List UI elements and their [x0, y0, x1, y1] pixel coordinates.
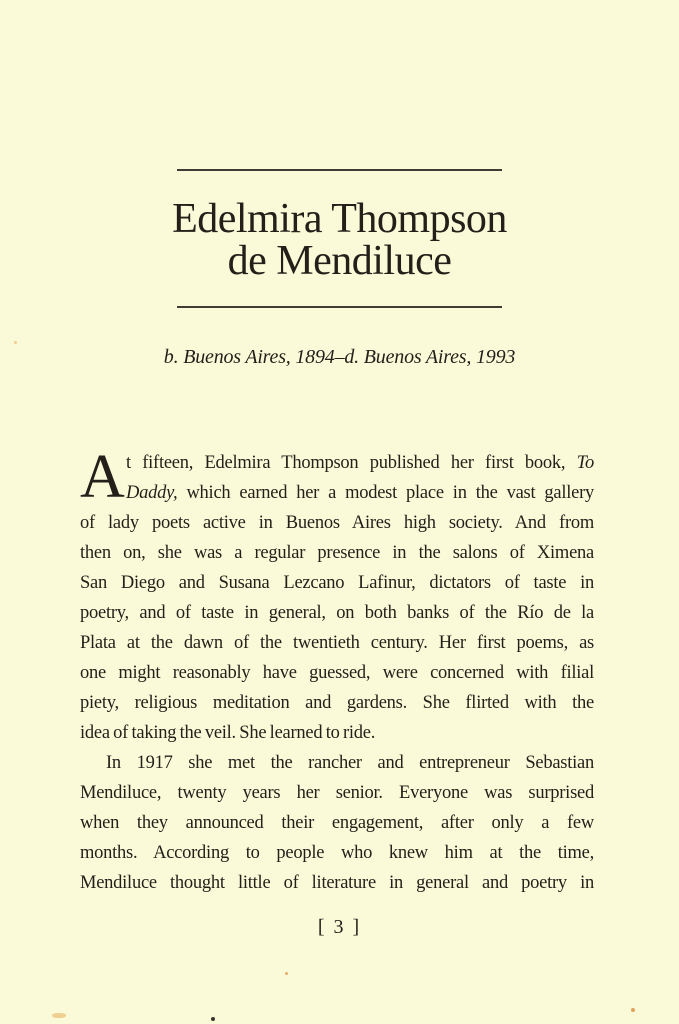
text-line: Mendiluce thought little of literature in general and poetry in [80, 873, 594, 893]
text-segment: t fifteen, Edelmira Thompson published her first book, [126, 453, 577, 473]
text-line: one might reasonably have guessed, were concerned with filial [80, 663, 594, 683]
chapter-title-line2: de Mendiluce [227, 238, 452, 284]
text-line: of lady poets active in Buenos Aires high society. And from [80, 513, 594, 533]
text-segment: which earned her a modest place in the vast gallery [177, 483, 594, 503]
text-line: In 1917 she met the rancher and entrepreneur Sebastian [106, 753, 594, 773]
text-line: Plata at the dawn of the twentieth century. Her first poems, as [80, 633, 594, 653]
paper-speck [285, 972, 288, 975]
text-line [126, 478, 594, 508]
text-line: idea of taking the veil. She learned to ride. [80, 723, 376, 743]
paper-speck [211, 1017, 215, 1021]
text-line: Mendiluce, twenty years her senior. Everyone was surprised [80, 783, 594, 803]
paper-speck [631, 1008, 635, 1012]
paper-speck [52, 1013, 66, 1018]
book-title-italic: To [576, 453, 594, 473]
text-line: then on, she was a regular presence in the salons of Ximena [80, 543, 594, 563]
chapter-title [0, 198, 679, 282]
title-rule-bottom [177, 306, 502, 308]
drop-cap: A [80, 443, 125, 511]
text-line: when they announced their engagement, after only a few [80, 813, 594, 833]
book-title-italic: Daddy, [126, 483, 178, 503]
page-number: [ 3 ] [317, 916, 362, 938]
text-line: poetry, and of taste in general, on both banks of the Río de la [80, 603, 594, 623]
title-rule-top [177, 169, 502, 171]
chapter-title-line1: Edelmira Thompson [172, 196, 507, 242]
life-dates: b. Buenos Aires, 1894–d. Buenos Aires, 1993 [163, 346, 516, 368]
biography-text [80, 443, 594, 898]
text-line [126, 448, 594, 478]
text-line: piety, religious meditation and gardens. She flirted with the [80, 693, 594, 713]
text-line: San Diego and Susana Lezcano Lafinur, dictators of taste in [80, 573, 594, 593]
text-line: months. According to people who knew him at the time, [80, 843, 594, 863]
